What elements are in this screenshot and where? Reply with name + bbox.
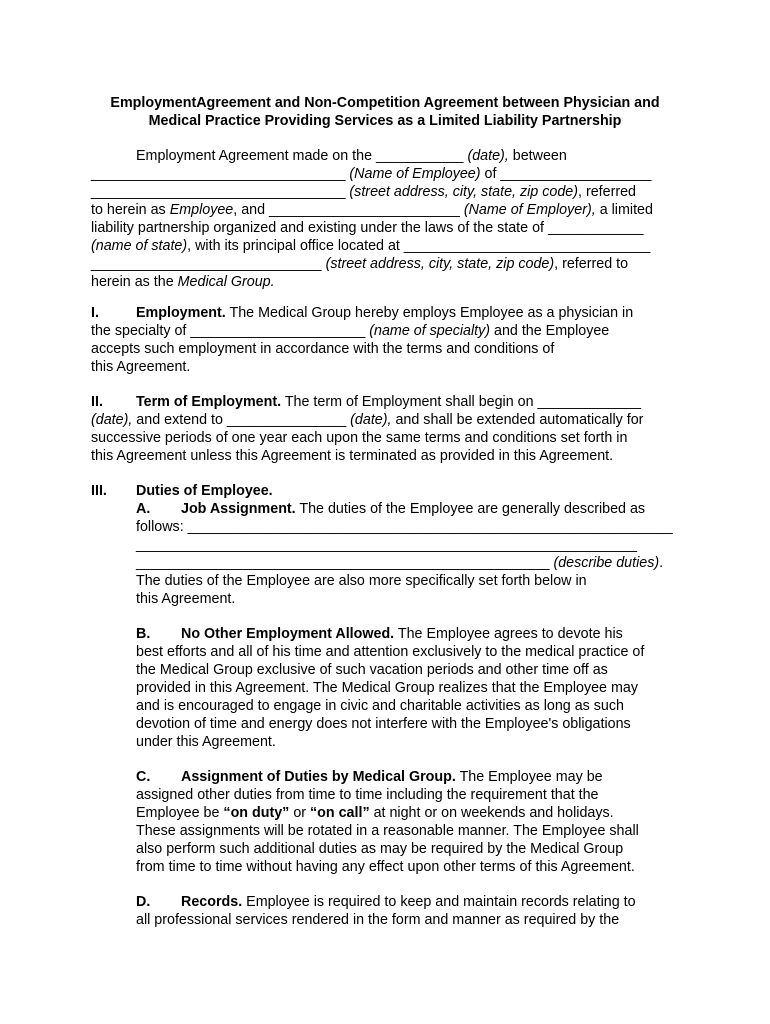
- section-duties: Duties of Employee.: [136, 483, 273, 499]
- intro-line: ________________________________ (street address, city, state, zip code), referred: [91, 184, 637, 200]
- subsection-label: D.: [136, 894, 151, 910]
- section-line: under this Agreement.: [136, 734, 276, 750]
- intro-line: herein as the Medical Group.: [91, 274, 275, 290]
- intro-line: ________________________________ (Name of Employee) of ___________________: [91, 166, 652, 182]
- subsection-label: C.: [136, 769, 151, 785]
- section-line: the specialty of ______________________ (name of specialty) and the Employee: [91, 323, 610, 339]
- subsection-job-assignment: Job Assignment. The duties of the Employee are generally described as: [181, 501, 646, 517]
- section-line: These assignments will be rotated in a reasonable manner. The Employee shall: [136, 823, 639, 839]
- section-number: I.: [91, 305, 99, 321]
- section-line: provided in this Agreement. The Medical Group realizes that the Employee may: [136, 680, 638, 696]
- section-line: also perform such additional duties as may be required by the Medical Group: [136, 841, 624, 857]
- section-line: the Medical Group exclusive of such vacation periods and other time off as: [136, 662, 608, 678]
- intro-line: to herein as Employee, and ________________________ (Name of Employer), a limited: [91, 202, 653, 218]
- section-term: Term of Employment. The term of Employment shall begin on _____________: [136, 394, 641, 410]
- section-line: this Agreement.: [91, 359, 191, 375]
- section-line: this Agreement unless this Agreement is terminated as provided in this Agreement.: [91, 448, 614, 464]
- section-line: this Agreement.: [136, 591, 236, 607]
- subsection-label: B.: [136, 626, 151, 642]
- document-title: EmploymentAgreement and Non-Competition Agreement between Physician and: [110, 95, 660, 111]
- subsection-records: Records. Employee is required to keep and maintain records relating to: [181, 894, 636, 910]
- subsection-label: A.: [136, 501, 151, 517]
- intro-line: (name of state), with its principal office located at _______________________________: [91, 238, 651, 254]
- section-line: assigned other duties from time to time including the requirement that the: [136, 787, 599, 803]
- document-title-line2: Medical Practice Providing Services as a Limited Liability Partnership: [148, 113, 622, 129]
- section-line: from time to time without having any effect upon other terms of this Agreement.: [136, 859, 635, 875]
- section-number: II.: [91, 394, 103, 410]
- section-number: III.: [91, 483, 107, 499]
- section-line: successive periods of one year each upon the same terms and conditions set forth in: [91, 430, 628, 446]
- section-line: best efforts and all of his time and attention exclusively to the medical practice of: [136, 644, 645, 660]
- section-line: The duties of the Employee are also more specifically set forth below in: [136, 573, 587, 589]
- intro-line: _____________________________ (street address, city, state, zip code), referred to: [91, 256, 629, 272]
- section-line: and is encouraged to engage in civic and charitable activities as long as such: [136, 698, 624, 714]
- subsection-no-other-employment: No Other Employment Allowed. The Employee agrees to devote his: [181, 626, 623, 642]
- section-line: _______________________________________________________________: [136, 537, 637, 553]
- section-employment: Employment. The Medical Group hereby employs Employee as a physician in: [136, 305, 634, 321]
- section-line: devotion of time and energy does not interfere with the Employee's obligations: [136, 716, 631, 732]
- subsection-assignment-of-duties: Assignment of Duties by Medical Group. The Employee may be: [181, 769, 603, 785]
- section-line: all professional services rendered in the form and manner as required by the: [136, 912, 620, 928]
- section-line: Employee be “on duty” or “on call” at night or on weekends and holidays.: [136, 805, 614, 821]
- section-line: accepts such employment in accordance with the terms and conditions of: [91, 341, 555, 357]
- section-line: follows: _____________________________________________________________: [136, 519, 673, 535]
- intro-line: Employment Agreement made on the ___________ (date), between: [136, 148, 567, 164]
- intro-line: liability partnership organized and existing under the laws of the state of ____________: [91, 220, 644, 236]
- section-line: ____________________________________________________ (describe duties).: [136, 555, 664, 571]
- section-line: (date), and extend to _______________ (date), and shall be extended automatically for: [91, 412, 644, 428]
